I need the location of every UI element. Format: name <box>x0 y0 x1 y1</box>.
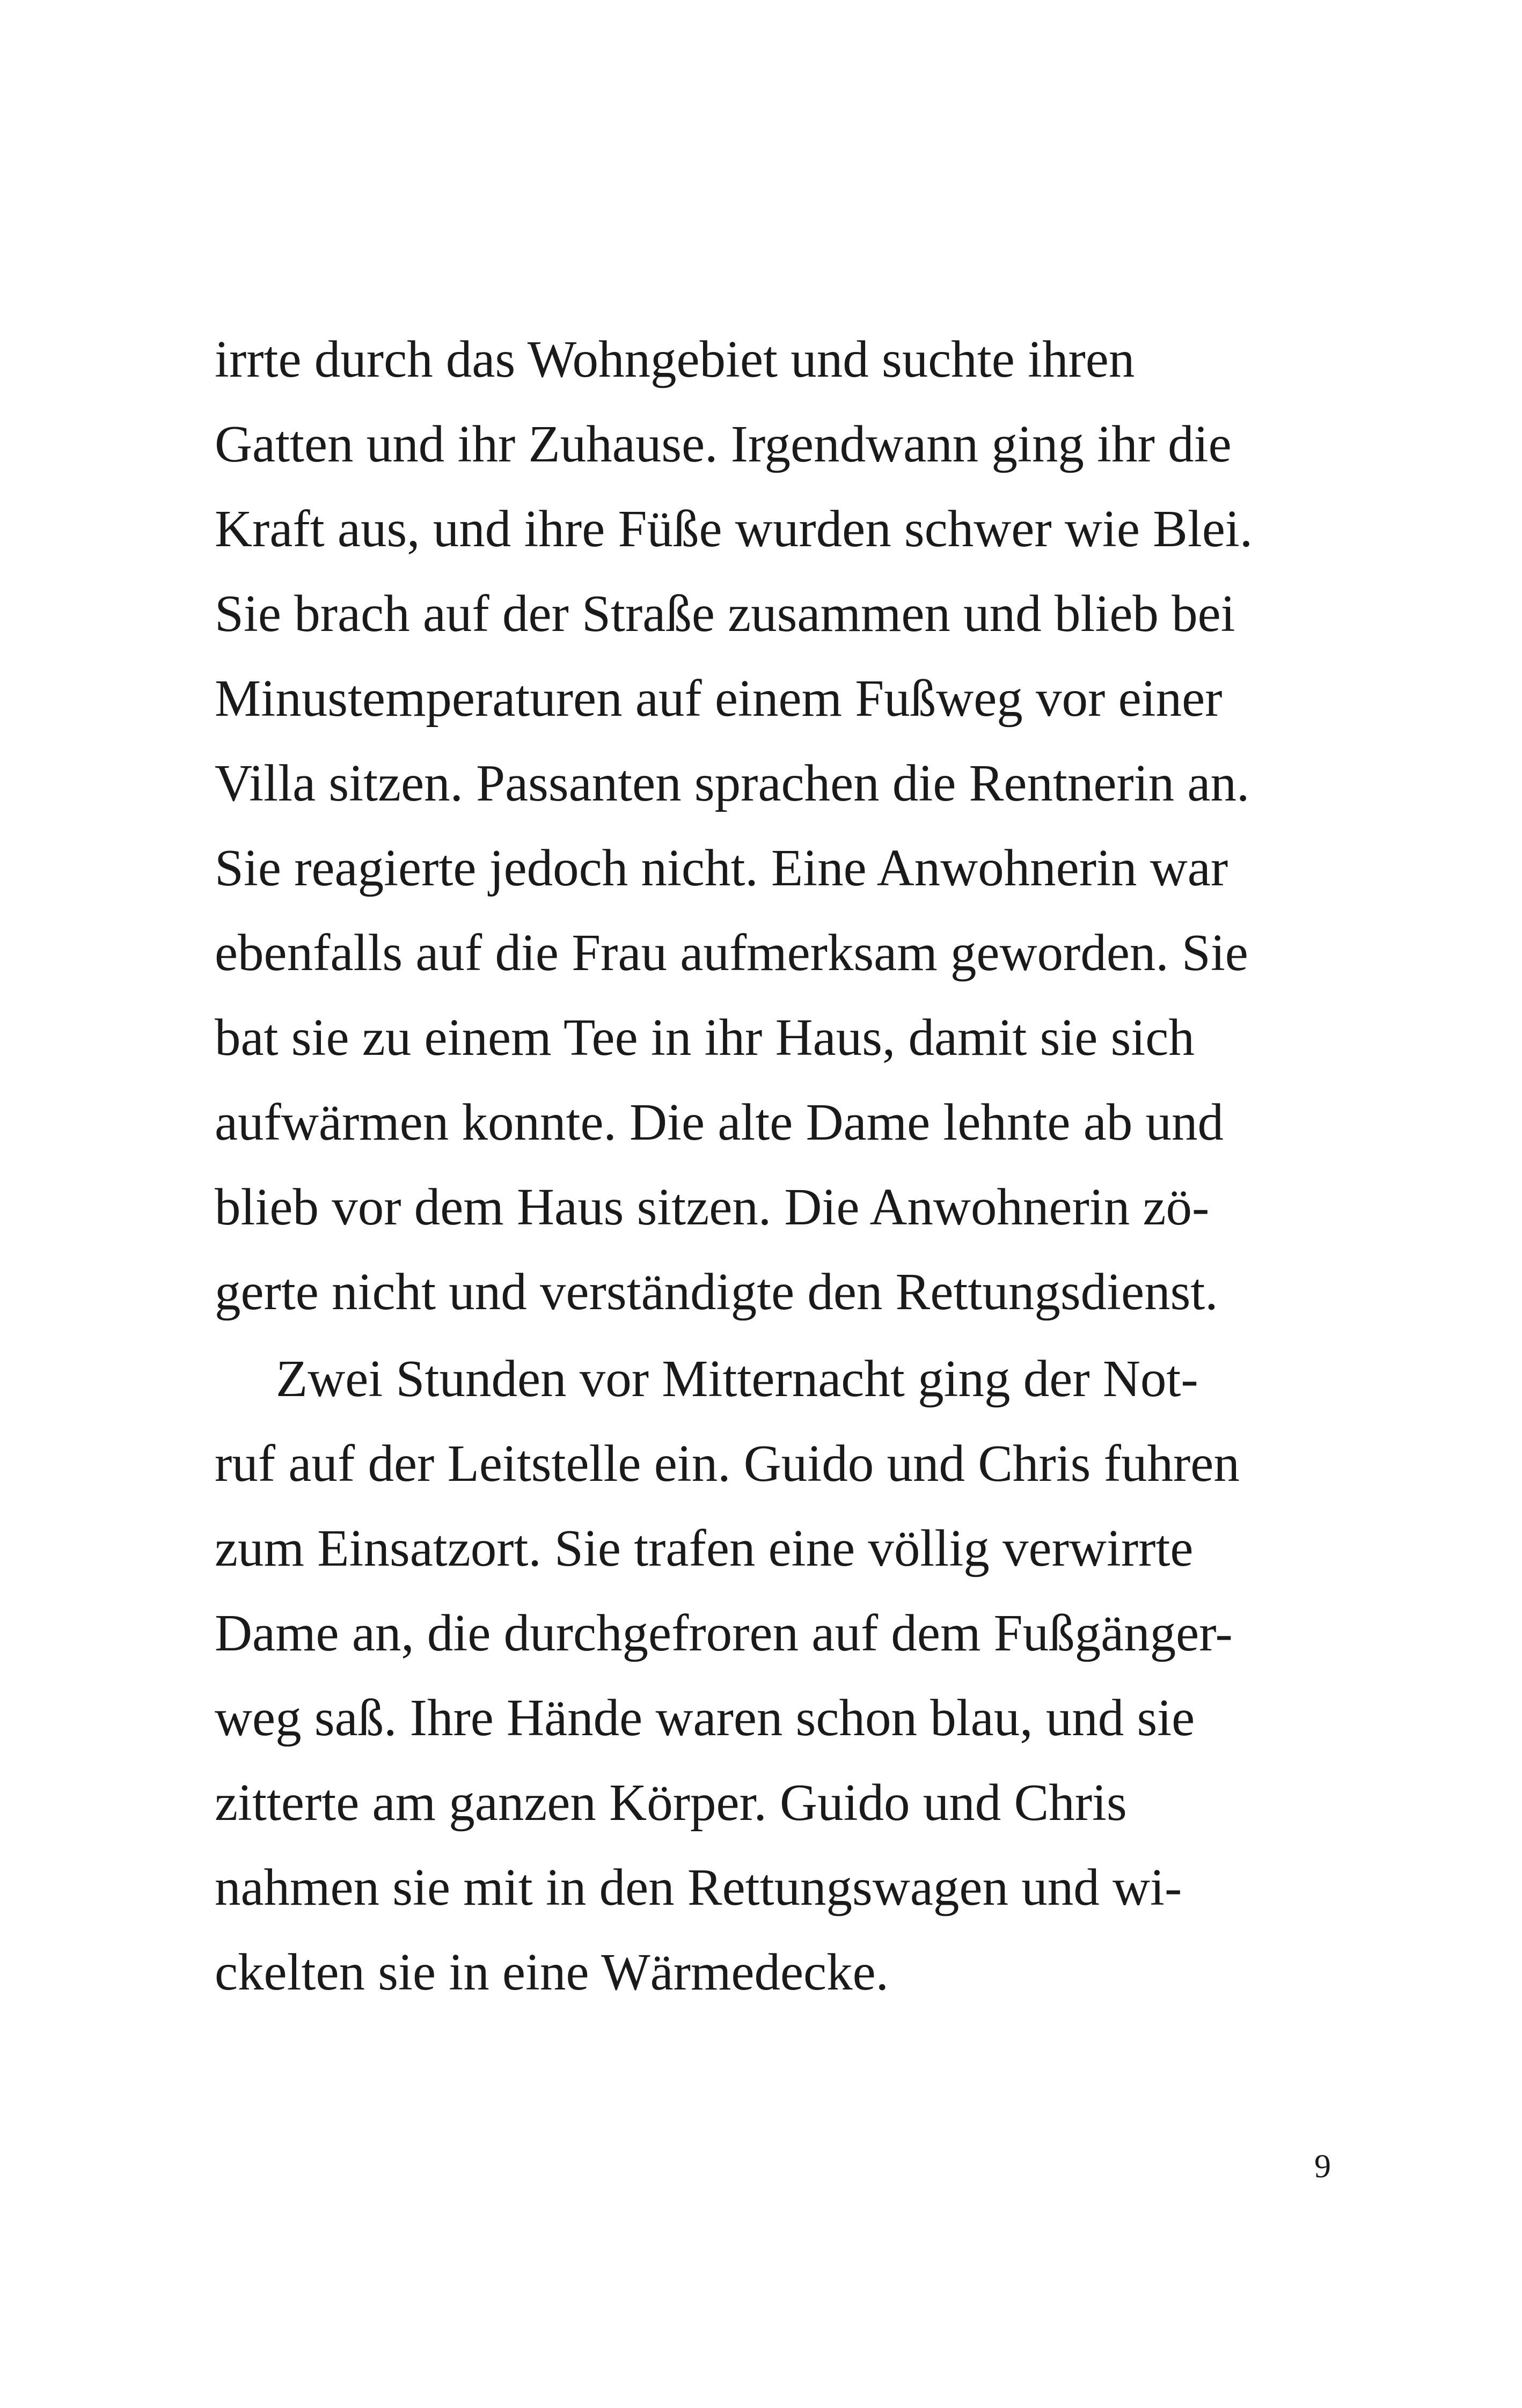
text-line: Sie brach auf der Straße zusammen und blieb bei <box>215 585 1235 642</box>
text-line: zitterte am ganzen Körper. Guido und Chris <box>215 1774 1127 1831</box>
text-line: bat sie zu einem Tee in ihr Haus, damit sie sich <box>215 1009 1195 1066</box>
text-line: ruf auf der Leitstelle ein. Guido und Chris fuhren <box>215 1435 1240 1492</box>
text-line: Kraft aus, und ihre Füße wurden schwer wie Blei. <box>215 500 1253 557</box>
text-line: ckelten sie in eine Wärmedecke. <box>215 1943 889 2001</box>
text-line: weg saß. Ihre Hände waren schon blau, und sie <box>215 1689 1195 1746</box>
text-line: blieb vor dem Haus sitzen. Die Anwohnerin zö- <box>215 1178 1210 1236</box>
text-line: irrte durch das Wohngebiet und suchte ihren <box>215 331 1135 388</box>
page-number: 9 <box>1314 2148 1331 2185</box>
text-line: ebenfalls auf die Frau aufmerksam geworden. Sie <box>215 924 1248 981</box>
text-line: Zwei Stunden vor Mitternacht ging der Not- <box>276 1350 1198 1407</box>
text-line: zum Einsatzort. Sie trafen eine völlig verwirrte <box>215 1519 1194 1577</box>
text-line: Sie reagierte jedoch nicht. Eine Anwohnerin war <box>215 839 1228 897</box>
text-line: aufwärmen konnte. Die alte Dame lehnte ab und <box>215 1093 1224 1151</box>
text-line: gerte nicht und verständigte den Rettungsdienst. <box>215 1263 1218 1320</box>
text-line: Dame an, die durchgefroren auf dem Fußgänger- <box>215 1604 1233 1662</box>
text-line: nahmen sie mit in den Rettungswagen und wi- <box>215 1859 1182 1916</box>
text-line: Gatten und ihr Zuhause. Irgendwann ging ihr die <box>215 415 1232 473</box>
text-line: Villa sitzen. Passanten sprachen die Rentnerin an. <box>215 754 1250 812</box>
text-line: Minustemperaturen auf einem Fußweg vor einer <box>215 670 1223 727</box>
